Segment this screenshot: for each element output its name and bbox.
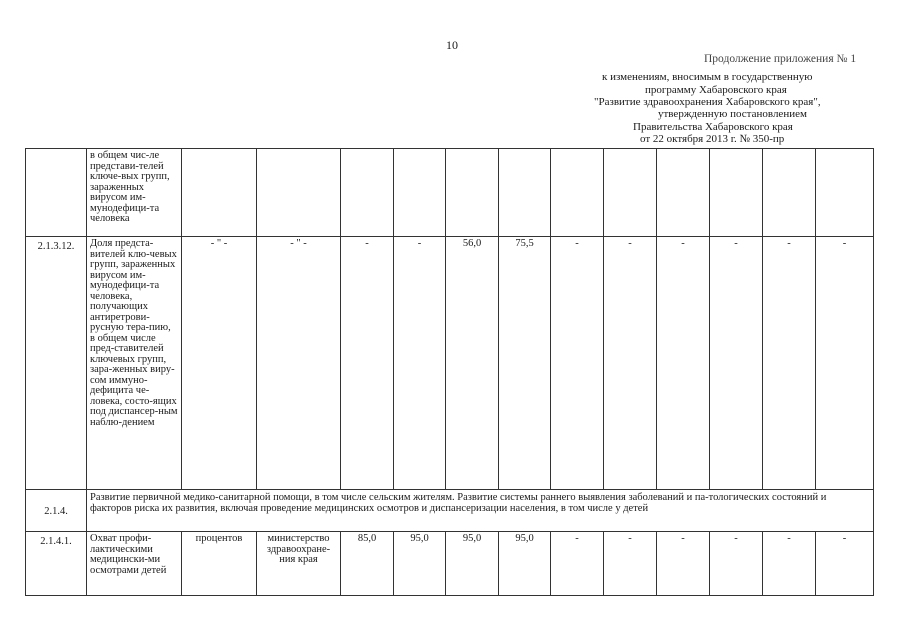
row-code-cell: 2.1.3.12. [26,237,87,490]
unit-cell: - " - [182,237,257,490]
value-cell: 85,0 [341,532,394,596]
value-cell: - [816,532,874,596]
value-cell: - [710,237,763,490]
table-row [26,490,874,532]
appendix-continuation: Продолжение приложения № 1 [704,53,857,65]
value-cell: - [710,532,763,596]
value-cell: - [816,237,874,490]
table-row [26,532,874,596]
header-line-4: утвержденную постановлением [658,108,807,120]
table-row [26,237,874,490]
indicator-name-cell: в общем чис-ле представи-телей ключе-вых групп, зараженных вирусом им-мунодефици-та человека [87,149,182,237]
header-line-2: программу Хабаровского края [645,84,787,96]
indicator-name-cell: Охват профи-лактическими медицински-ми осмотрами детей [87,532,182,596]
row-code-cell: 2.1.4. [26,490,87,532]
page-number: 10 [446,38,458,52]
responsible-cell: - " - [257,237,341,490]
header-line-5: Правительства Хабаровского края [633,121,793,133]
value-cell: - [657,532,710,596]
indicator-name-cell: Доля предста-вителей клю-чевых групп, зараженных вирусом им-мунодефици-та человека, получающих антиретрови-русную тера-пию, в общем числе пред-ставителей ключевых групп, зара-женных виру-сом иммуно-дефицита че-ловека, состо-ящих под диспансер-ным наблю-дением [87,237,182,490]
value-cell: 95,0 [394,532,446,596]
value-cell: - [657,237,710,490]
value-cell: 75,5 [499,237,551,490]
value-cell: - [604,532,657,596]
value-cell: 95,0 [499,532,551,596]
value-cell: - [341,237,394,490]
value-cell: - [763,237,816,490]
value-cell: 56,0 [446,237,499,490]
unit-cell: процентов [182,532,257,596]
value-cell: - [604,237,657,490]
header-line-1: к изменениям, вносимым в государственную [602,71,813,83]
header-line-3: "Развитие здравоохранения Хабаровского края", [594,96,821,108]
row-code-cell: 2.1.4.1. [26,532,87,596]
section-heading-cell: Развитие первичной медико-санитарной помощи, в том числе сельским жителям. Развитие системы раннего выявления заболеваний и па-тологических состояний и факторов риска их развития, включая проведение медицинских осмотров и диспансеризации населения, в том числе у детей [87,490,874,532]
value-cell: - [551,237,604,490]
header-line-6: от 22 октября 2013 г. № 350-пр [640,133,785,145]
table-row [26,149,874,237]
row-code-cell [26,149,87,237]
value-cell: 95,0 [446,532,499,596]
value-cell: - [394,237,446,490]
responsible-cell: министерство здравоохране-ния края [257,532,341,596]
indicators-table [25,148,874,596]
value-cell: - [551,532,604,596]
value-cell: - [763,532,816,596]
